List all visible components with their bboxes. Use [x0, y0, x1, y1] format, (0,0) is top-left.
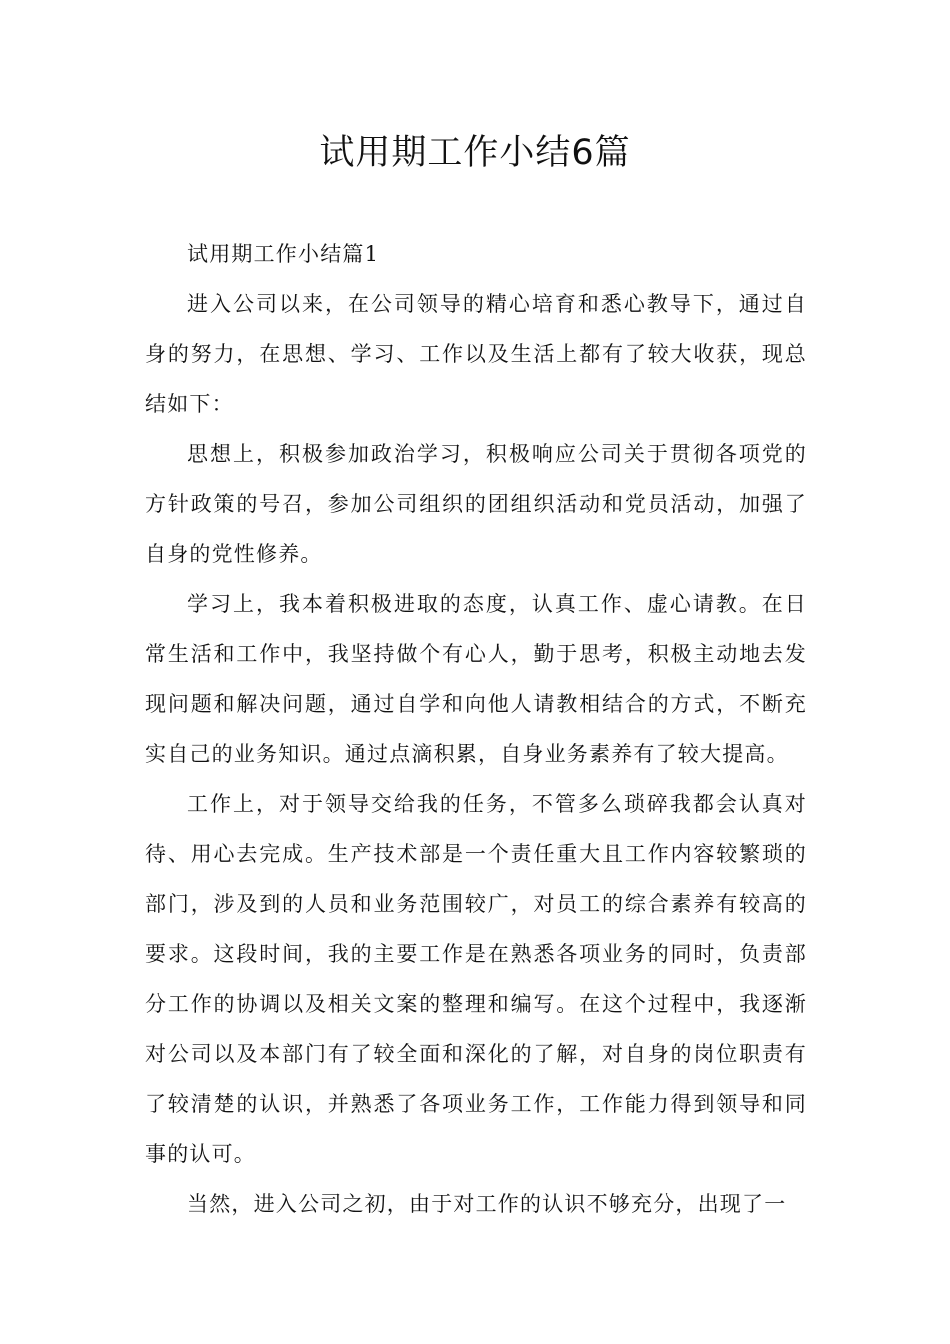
paragraph-thought: 思想上，积极参加政治学习，积极响应公司关于贯彻各项党的方针政策的号召，参加公司组织的团组织活动和党员活动，加强了自身的党性修养。 — [145, 442, 807, 566]
section-heading: 试用期工作小结篇1 — [187, 242, 380, 266]
paragraph-study: 学习上，我本着积极进取的态度，认真工作、虚心请教。在日常生活和工作中，我坚持做个有心人，勤于思考，积极主动地去发现问题和解决问题，通过自学和向他人请教相结合的方式，不断充实自己的业务知识。通过点滴积累，自身业务素养有了较大提高。 — [145, 592, 807, 766]
document-body — [145, 229, 807, 1229]
paragraph-work: 工作上，对于领导交给我的任务，不管多么琐碎我都会认真对待、用心去完成。生产技术部是一个责任重大且工作内容较繁琐的部门，涉及到的人员和业务范围较广，对员工的综合素养有较高的要求。这段时间，我的主要工作是在熟悉各项业务的同时，负责部分工作的协调以及相关文案的整理和编写。在这个过程中，我逐渐对公司以及本部门有了较全面和深化的了解，对自身的岗位职责有了较清楚的认识，并熟悉了各项业务工作，工作能力得到领导和同事的认可。 — [145, 792, 807, 1166]
document-title: 试用期工作小结6篇 — [319, 133, 631, 173]
paragraph-shortcomings: 当然，进入公司之初，由于对工作的认识不够充分，出现了一 — [187, 1192, 787, 1216]
paragraph-intro: 进入公司以来，在公司领导的精心培育和悉心教导下，通过自身的努力，在思想、学习、工作以及生活上都有了较大收获，现总结如下： — [145, 292, 807, 416]
